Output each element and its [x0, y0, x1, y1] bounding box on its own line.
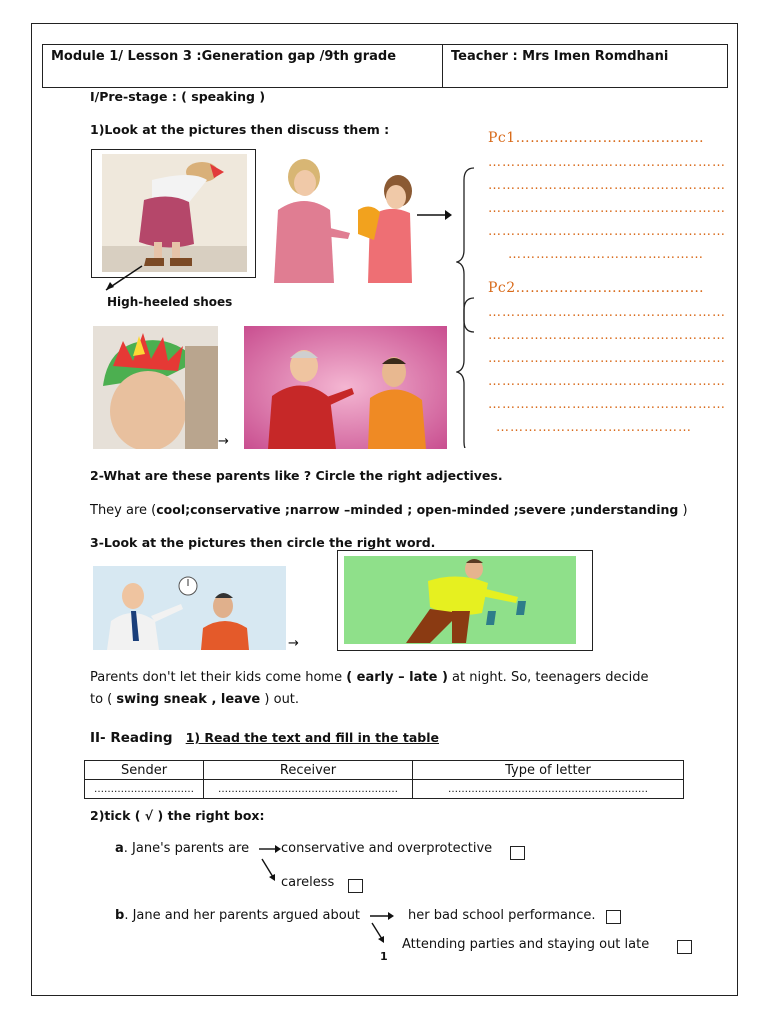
pc1-line: ……………………………………………	[488, 155, 726, 170]
pc1-line: ……………………………………………	[488, 224, 726, 239]
checkbox-b1[interactable]	[606, 910, 621, 924]
pc2-line: ……………………………………………	[488, 397, 726, 412]
option-b1: her bad school performance.	[408, 908, 596, 923]
q2-sentence	[90, 502, 688, 518]
table-header: Type of letter	[413, 761, 684, 780]
question-3: 3-Look at the pictures then circle the right word.	[90, 535, 436, 550]
photo-teen-sneaking	[337, 550, 593, 651]
curly-braces	[456, 164, 478, 448]
pc2-line: ……………………………………	[496, 420, 692, 435]
choice-early-late[interactable]: ( early – late )	[346, 670, 448, 685]
option-b2: Attending parties and staying out late	[402, 937, 650, 952]
checkbox-a1[interactable]	[510, 846, 525, 860]
sentence-part-4: ) out.	[264, 692, 300, 707]
pc2-line: ……………………………………………	[488, 305, 726, 320]
photo-father-son-argue	[244, 326, 447, 449]
prestage-title: I/Pre-stage : ( speaking )	[90, 89, 266, 104]
sentence-part-2: at night. So, teenagers decide	[452, 670, 649, 685]
question-2: 2-What are these parents like ? Circle the right adjectives.	[90, 468, 503, 483]
sentence-line-2	[90, 692, 299, 707]
pc2-line: ……………………………………………	[488, 328, 726, 343]
option-a1: conservative and overprotective	[281, 841, 493, 856]
receiver-cell[interactable]: ………………………………………………	[204, 780, 413, 799]
arrow-icon	[258, 842, 282, 856]
item-a-label: a	[115, 841, 124, 856]
arrow-icon: →	[218, 434, 229, 449]
choice-sneak[interactable]: swing sneak , leave	[116, 692, 261, 707]
module-title: Module 1/ Lesson 3 :Generation gap /9th grade	[43, 45, 443, 87]
sender-cell[interactable]: …………………………	[85, 780, 204, 799]
item-b-label: b	[115, 908, 125, 923]
reading-instruction: 1) Read the text and fill in the table	[185, 730, 439, 745]
item-b	[115, 908, 360, 923]
reading-title: II- Reading	[90, 730, 173, 746]
photo-mohawk-teen	[93, 326, 218, 449]
photo-mother-scolding	[258, 155, 416, 283]
checkbox-a2[interactable]	[348, 879, 363, 893]
pc1-line: ……………………………………………	[488, 201, 726, 216]
pc1-line: ……………………………………	[508, 247, 704, 262]
sentence-part-3: to (	[90, 692, 113, 707]
tick-instruction: 2)tick ( √ ) the right box:	[90, 808, 265, 823]
teacher-name: Teacher : Mrs Imen Romdhani	[451, 49, 669, 64]
table-header: Sender	[85, 761, 204, 780]
sentence-line-1	[90, 670, 648, 685]
pointer-arrow	[100, 264, 150, 294]
item-a	[115, 841, 249, 856]
q2-prefix: They are (	[90, 503, 157, 518]
pc2-line: ……………………………………………	[488, 351, 726, 366]
checkbox-b2[interactable]	[677, 940, 692, 954]
option-a2: careless	[281, 875, 335, 890]
arrow-down-icon	[260, 857, 278, 883]
item-b-text: . Jane and her parents argued about	[124, 908, 361, 923]
reading-heading	[90, 727, 439, 746]
photo-late-night-scolding	[93, 566, 286, 650]
letter-type-cell[interactable]: ……………………………………………………	[413, 780, 684, 799]
arrow-icon: →	[288, 636, 299, 651]
pc2-line: ……………………………………………	[488, 374, 726, 389]
table-header-row	[85, 761, 684, 780]
arrow-down-icon	[370, 921, 388, 945]
item-a-text: . Jane's parents are	[123, 841, 250, 856]
fill-table	[84, 760, 684, 799]
shoes-label: High-heeled shoes	[107, 295, 233, 309]
adjective-options[interactable]: cool;conservative ;narrow –minded ; open-minded ;severe ;understanding	[156, 502, 679, 517]
table-row	[85, 780, 684, 799]
table-header: Receiver	[204, 761, 413, 780]
pc1-line: ……………………………………………	[488, 178, 726, 193]
sentence-part-1: Parents don't let their kids come home	[90, 670, 343, 685]
page-number: 1	[380, 950, 388, 963]
header-table	[42, 44, 728, 88]
pc2-label: Pc2…………………………………	[488, 280, 705, 296]
question-1: 1)Look at the pictures then discuss them :	[90, 122, 390, 137]
q2-suffix: )	[682, 503, 688, 518]
arrow-to-pc1	[415, 208, 453, 222]
pc1-label: Pc1…………………………………	[488, 130, 705, 146]
photo-high-heels	[91, 149, 256, 278]
